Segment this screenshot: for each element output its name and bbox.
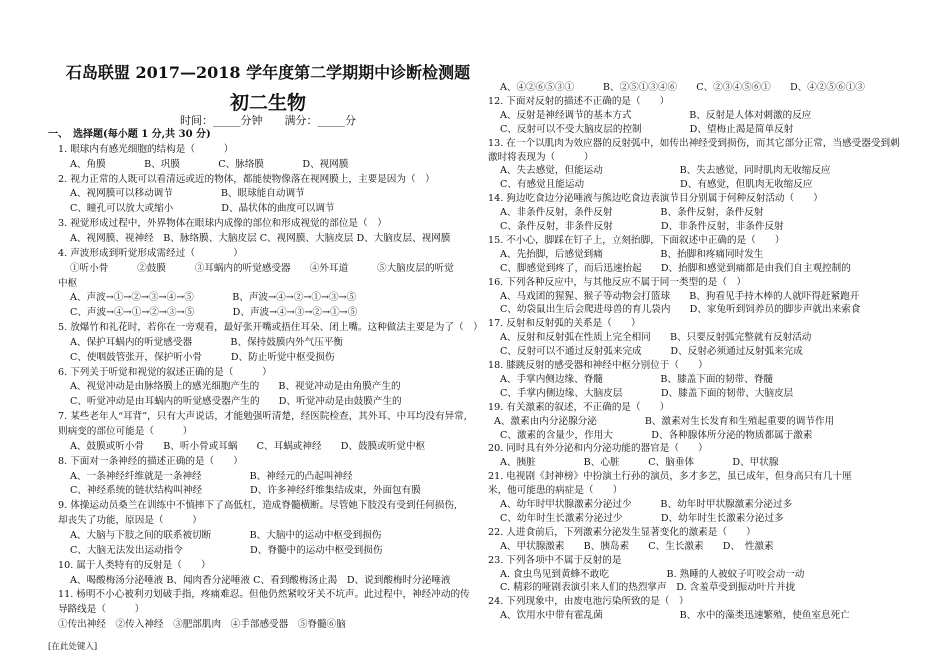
question-line: A、声波→①→②→③→④→⑤ B、声波→④→②→①→③→⑤ bbox=[70, 292, 357, 304]
question-line: 导路线是（ ） bbox=[58, 604, 145, 616]
question-line: C、反射可以不通过反射弧来完成 D、反射必须通过反射弧来完成 bbox=[500, 346, 803, 358]
question-line: ①传出神经 ②传入神经 ③肥部肌肉 ④手部感受器 ⑤脊髓⑥脑 bbox=[58, 619, 346, 631]
question-line: C、有感觉且能运动 D、有感觉，但肌肉无收缩反应 bbox=[500, 179, 813, 191]
question-line: 18. 膝跳反射的感受器和神经中枢分别位于（ ） bbox=[488, 360, 708, 371]
question-line: C、声波→④→①→②→③→⑤ D、声波→④→③→②→①→⑤ bbox=[70, 307, 358, 319]
question-line: A、幼年时甲状腺激素分泌过少 B、幼年时甲状腺激素分泌过多 bbox=[500, 499, 793, 510]
question-line: 21. 电视剧《封神榜》中扮演土行孙的演员，多才多艺，虽已成年，但身高只有几十厘 bbox=[488, 471, 852, 483]
question-line: A、视网膜、视神经 B、脉络膜、大脑皮层 C、视网膜、大脑皮层 D、大脑皮层、视网膜 bbox=[70, 232, 451, 244]
question-line: ①听小骨 ②鼓膜 ③耳蜗内的听觉感受器 ④外耳道 ⑤大脑皮层的听觉 bbox=[70, 262, 454, 274]
question-line: C、脚感觉到疼了，而后迅速抬起 D、抬脚和感觉到痛都是由我们自主观控制的 bbox=[500, 262, 851, 274]
question-line: 3. 视觉形成过程中，外界物体在眼球内成像的部位和形成视觉的部位是（ ） bbox=[58, 218, 387, 230]
question-line: 13. 在一个以肌肉为效应器的反射弧中，如传出神经受到损伤，而其它部分正常，当感受器受到刺 bbox=[488, 137, 900, 149]
question-line: 10. 属于人类特有的反射是（ ） bbox=[58, 559, 211, 571]
question-line: 4. 声波形成到听觉形成需经过（ ） bbox=[58, 247, 243, 259]
question-line: A、角膜 B、巩膜 C、脉络膜 D、视网膜 bbox=[70, 158, 349, 170]
question-line: 中枢 bbox=[58, 277, 78, 289]
question-line: A、马戏团的猩猩、猴子等动物会打篮球 B、狗看见手持木棒的人就吓得赶紧跑开 bbox=[500, 290, 860, 302]
question-line: C、幼袋鼠出生后会爬进母兽的育儿袋内 D、家兔听到饲养员的脚步声就出来索食 bbox=[500, 304, 861, 316]
question-line: A、视觉冲动是由脉络膜上的感光细胞产生的 B、视觉冲动是由角膜产生的 bbox=[70, 381, 401, 393]
question-line: 22. 人进食前后，下列激素分泌发生显著变化的激素是（ ） bbox=[488, 526, 756, 538]
question-line: A、手掌内侧边缘、脊髓 B、膝盖下面的韧带、脊髓 bbox=[500, 373, 774, 385]
question-line: 1. 眼球内有感光细胞的结构是（ ） bbox=[58, 143, 234, 155]
question-line: 15. 不小心，脚踩在钉子上，立刻抬脚，下面叙述中正确的是（ ） bbox=[488, 234, 785, 246]
question-line: 6. 下列关于听觉和视觉的叙述正确的是（ ） bbox=[58, 366, 272, 378]
question-line: 一、 选择题(每小题 1 分,共 30 分) bbox=[48, 129, 211, 140]
question-line: A、胰脏 B、心脏 C、脑垂体 D、甲状腺 bbox=[500, 457, 779, 469]
question-line: C、瞳孔可以放大或缩小 D、晶状体的曲度可以调节 bbox=[70, 203, 335, 215]
question-line: A、失去感觉，但能运动 B、失去感觉，同时肌肉无收缩反应 bbox=[500, 165, 831, 177]
question-line: A、非条件反射，条件反射 B、条件反射，条件反射 bbox=[500, 207, 764, 219]
question-line: A、先抬脚，后感觉到痛 B、抬脚和疼痛同时发生 bbox=[500, 248, 764, 260]
question-line: C、神经系统的链状结构叫神经 D、许多神经纤维集结成束，外面包有膜 bbox=[70, 485, 421, 497]
question-line: 则病变的部位可能是（ ） bbox=[58, 426, 193, 437]
question-line: C、手掌内侧边缘、大脑皮层 D、膝盖下面的韧带、大脑皮层 bbox=[500, 387, 794, 399]
question-line: 激时将表现为（ ） bbox=[488, 151, 594, 163]
question-line: A、甲状腺激素 B、胰岛素 C、生长激素 D、 性激素 bbox=[500, 540, 774, 552]
question-line: 19. 有关激素的叙述，不正确的是（ ） bbox=[488, 401, 670, 413]
question-line: A、一条神经纤维就是一条神经 B、神经元的凸起叫神经 bbox=[70, 470, 353, 482]
question-line: 11. 杨明不小心被利刃划破手指，疼痛难忍。但他仍然紧咬牙关不坑声。此过程中，神经冲动的传 bbox=[58, 589, 470, 601]
question-line: A. 食虫鸟见到黄蜂不敢吃 B. 熟睡的人被蚊子叮咬会动一动 bbox=[500, 568, 805, 580]
question-line: C. 精彩的哑剧表演引来人们的热烈掌声 D. 含羞草受到振动叶片并拢 bbox=[500, 582, 796, 594]
exam-title: 石岛联盟 2017—2018 学年度第二学期期中诊断检测题 bbox=[65, 63, 471, 82]
question-line: C、听觉冲动是由耳蜗内的听觉感受器产生的 D、听觉冲动是由鼓膜产生的 bbox=[70, 396, 402, 408]
question-line: 7. 某些老年人“耳背”，只有大声说话，才能勉强听清楚，经医院检查，其外耳、中耳均没有异常, bbox=[58, 411, 467, 423]
question-line: 23. 下列各项中不属于反射的是 bbox=[488, 554, 622, 566]
question-line: A、视网膜可以移动调节 B、眼球能自动调节 bbox=[70, 188, 305, 200]
question-line: 16. 下列各种反应中，与其他反应不属于同一类型的是（ ） bbox=[488, 276, 747, 288]
subject-title: 初二生物 bbox=[229, 92, 306, 114]
question-line: C、条件反射，非条件反射 D、非条件反射，非条件反射 bbox=[500, 221, 784, 232]
question-line: 5. 放爆竹和礼花时，若你在一旁观看，最好张开嘴或捂住耳朵、闭上嘴。这种做法主要是为了（ ） bbox=[58, 322, 483, 334]
question-line: A、反射和反射弧在性质上完全相同 B、只要反射弧完整就有反射活动 bbox=[500, 332, 812, 344]
question-line: 8. 下面对一条神经的描述正确的是（ ） bbox=[58, 455, 243, 467]
question-line: 米，他可能患的病症是（ ） bbox=[488, 485, 623, 497]
question-line: 却丧失了功能，原因是（ ） bbox=[58, 515, 202, 527]
question-line: A、保护耳蜗内的听觉感受器 B、保持鼓膜内外气压平衡 bbox=[70, 336, 344, 348]
question-line: 20. 同时具有外分泌和内分泌功能的器官是（ ） bbox=[488, 443, 708, 455]
question-line: 9. 体操运动员桑兰在训练中不慎摔下了高低杠，造成脊髓横断。尽管她下肢没有受到任何损伤, bbox=[58, 500, 458, 512]
footer-placeholder: [在此处键入] bbox=[48, 642, 98, 652]
question-line: A、反射是神经调节的基本方式 B、反射是人体对刺激的反应 bbox=[500, 109, 812, 121]
question-line: 2. 视力正常的人既可以看清远或近的物体，都能使物像落在视网膜上，主要是因为（ ） bbox=[58, 173, 435, 185]
question-line: 12. 下面对反射的描述不正确的是（ ） bbox=[488, 95, 670, 107]
question-line: A、激素由内分泌腺分泌 B、激素对生长发育和生殖起重要的调节作用 bbox=[494, 415, 835, 427]
question-line: A、喝酸梅汤分泌唾液 B、闻肉香分泌唾液 C、看到酸梅汤止渴 D、说到酸梅时分泌唾液 bbox=[70, 574, 451, 586]
question-line: A、大脑与下肢之间的联系被切断 B、大脑中的运动中枢受到损伤 bbox=[70, 529, 382, 541]
exam-meta: 时间：_____分钟 满分：_____分 bbox=[180, 114, 356, 127]
question-line: 17. 反射和反射弧的关系是（ ） bbox=[488, 318, 641, 330]
question-line: A、饮用水中带有霍乱菌 B、水中的藻类迅速繁殖，使鱼室息死亡 bbox=[500, 610, 850, 622]
question-line: C、激素的含量少，作用大 D、各种腺体所分泌的物质都属于激素 bbox=[500, 429, 813, 441]
question-line: C、反射可以不受大脑皮层的控制 D、望梅止渴是简单反射 bbox=[500, 123, 794, 135]
question-line: 24. 下列现象中，由废电池污染所致的是（ ） bbox=[488, 596, 689, 608]
question-line: 14. 狗边吃食边分泌唾液与熊边吃食边表演节目分别属于何种反射活动（ ） bbox=[488, 193, 823, 205]
question-line: C、幼年时生长激素分泌过少 D、幼年时生长激素分泌过多 bbox=[500, 512, 784, 524]
question-line: A、鼓膜或听小骨 B、听小骨或耳蜗 C、耳蜗或神经 D、鼓膜或听觉中枢 bbox=[70, 440, 426, 452]
question-line: C、使咽鼓管张开，保护听小骨 D、防止听觉中枢受损伤 bbox=[70, 351, 335, 363]
question-line: C、大脑无法发出运动指令 D、脊髓中的运动中枢受到损伤 bbox=[70, 544, 383, 556]
question-line: A、④②⑥⑤③① B、②⑤①③④⑥ C、②③④⑤⑥① D、④②⑤⑥①③ bbox=[500, 82, 865, 93]
